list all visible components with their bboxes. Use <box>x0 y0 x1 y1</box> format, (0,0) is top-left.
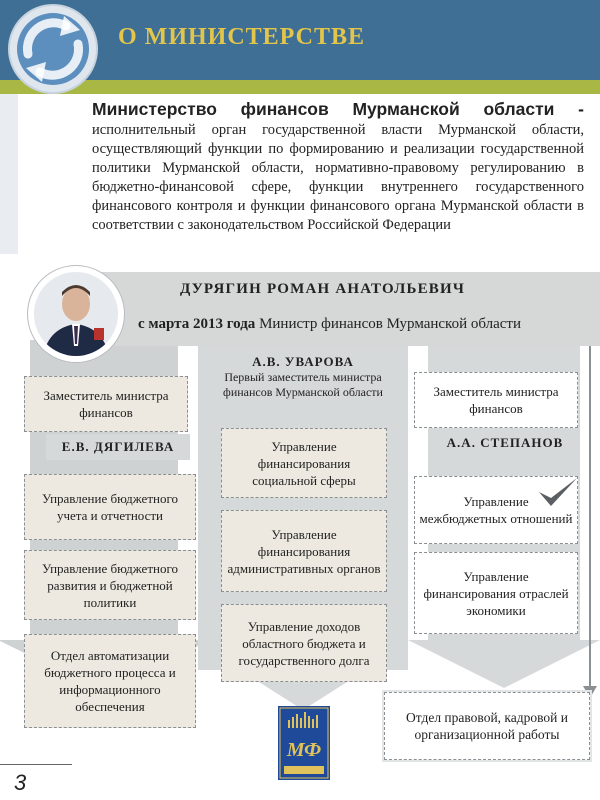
center-head <box>198 346 408 406</box>
left-unit-1: Управление бюджетного учета и отчетности <box>24 474 196 540</box>
center-unit-2: Управление финансирования административных органов <box>221 510 387 592</box>
intro-paragraph <box>92 100 584 235</box>
left-unit-3: Отдел автоматизации бюджетного процесса и информационного обеспечения <box>24 634 196 728</box>
center-role: Первый заместитель министра финансов Мурманской области <box>223 369 383 399</box>
right-unit-1: Управление межбюджетных отношений <box>414 476 578 544</box>
intro-lead: Министерство финансов Мурманской области - <box>92 99 584 119</box>
right-name: А.А. СТЕПАНОВ <box>432 430 578 456</box>
ministry-logo-icon <box>278 706 330 780</box>
logo-text: МФ <box>286 739 322 761</box>
circular-arrows-icon <box>6 2 100 96</box>
right-role: Заместитель министра финансов <box>433 384 559 416</box>
left-name: Е.В. ДЯГИЛЕВА <box>46 434 190 460</box>
page-number: 3 <box>14 770 27 795</box>
minister-position: Министр финансов Мурманской области <box>259 316 521 332</box>
left-role: Заместитель министра финансов <box>43 388 169 420</box>
checkmark-icon <box>537 476 579 512</box>
center-name: А.В. УВАРОВА <box>252 353 354 369</box>
intro-body: исполнительный орган государственной власти Мурманской области, осуществляющий функции по формированию и реализации государственной политики Мурманской области, нормативно-правовому регулированию в бюджетно-финансовой сфере, функции внутреннего государственного финансового контроля и функции финансового органа Мурманской области в соответствии с законодательством Российской Федерации <box>92 122 584 233</box>
left-decor-strip <box>0 94 18 254</box>
minister-name: ДУРЯГИН РОМАН АНАТОЛЬЕВИЧ <box>180 281 466 297</box>
minister-role <box>138 316 521 333</box>
minister-since: с марта 2013 года <box>138 316 256 332</box>
page-number-rule <box>0 764 72 765</box>
right-role-box <box>414 372 578 428</box>
minister-photo <box>28 266 124 362</box>
center-unit-3: Управление доходов областного бюджета и государственного долга <box>221 604 387 682</box>
left-unit-2: Управление бюджетного развития и бюджетной политики <box>24 550 196 620</box>
right-unit-2: Управление финансирования отраслей экономики <box>414 552 578 634</box>
bottom-unit: Отдел правовой, кадровой и организационной работы <box>384 692 590 760</box>
left-role-box <box>24 376 188 432</box>
center-unit-1: Управление финансирования социальной сферы <box>221 428 387 498</box>
page-title: О МИНИСТЕРСТВЕ <box>118 24 365 50</box>
